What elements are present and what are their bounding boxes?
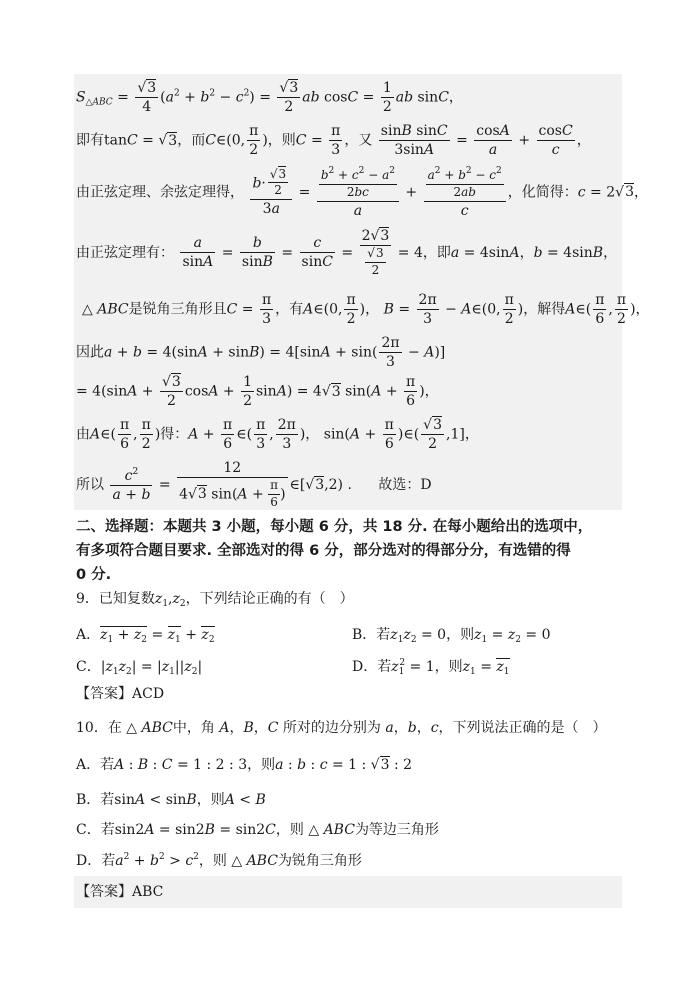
q10-stem-c: 所对的边分别为 [278, 720, 386, 736]
option-end: 为等边三角形 [354, 822, 439, 838]
text-prefix: 由 [76, 426, 90, 443]
text-acute: 是锐角三角形且 [128, 301, 227, 318]
q9-option-d: D．若$z_1^2 = 1$，则$z_1 = z_1$ [352, 658, 510, 677]
area-subscript: △ABC [85, 97, 113, 108]
q9-option-c: C．$|z_1z_2| = |z_1||z_2|$ [76, 659, 203, 677]
q10-stem-a: 10．在 △ [76, 720, 142, 736]
solution-line-9: 所以 $\frac{c^2}{a + b}$ = 12 4√3 sin(A + $\frac{\pi}{6}$ ) ∈[√3,2) . 故选：D [76, 460, 432, 509]
option-then: ，则 △ [275, 822, 324, 838]
solution-line-4: 由正弦定理有： $\frac{a}{\sin A}$ = $\frac{b}{\sin B}$ = $\frac{c}{\sin C}$ = $\frac{2√3}{\frac{√3}{2}}$ = 4，即a = 4sinA，b = 4sinB， [76, 228, 618, 277]
option-label: C． [76, 659, 101, 675]
solution-line-5: △ ABC是锐角三角形且C = $\frac{\pi}{3}$ ，有A∈(0, $\frac{\pi}{2}$ )， B = $\frac{2\pi}{3}$ − A∈(0, $\frac{\pi}{2}$ )，解得A∈( $\frac{\pi}{6}$ , $\frac{\pi}{2}$ )， [82, 292, 650, 328]
solution-line-8: 由A∈( $\frac{\pi}{6}$ , $\frac{\pi}{2}$ )得：A + $\frac{\pi}{6}$ ∈( $\frac{\pi}{3}$ , $\frac{2\pi}{3}$ )， sin(A + $\frac{\pi}{6}$ )∈( $\frac{√3}{2}$ ,1]， [76, 417, 479, 453]
option-label: C．若 [76, 822, 115, 838]
solution-line-6: 因此a + b = 4(sinA + sinB) = 4[sinA + sin( $\frac{2\pi}{3}$ − A)] [76, 335, 446, 371]
q10-answer: 【答案】ABC [76, 884, 164, 900]
text-then: ，则 [267, 132, 296, 149]
q10-option-d: D．若$a^2 + b^2 > c^2$，则 △ ABC为锐角三角形 [76, 852, 362, 869]
option-label: A． [76, 627, 101, 643]
option-then: ，则 [446, 627, 475, 643]
answer-text: 故选：D [378, 476, 432, 493]
text-prefix: 由正弦定理、余弦定理得， [76, 184, 244, 201]
q10-stem-d: ，下列说法正确的是（ ） [438, 720, 607, 736]
section-heading-line-2: 有多项符合题目要求. 全部选对的得 6 分，部分选对的得部分分，有选错的得 [76, 543, 571, 559]
solution-line-3: 由正弦定理、余弦定理得， b· $\frac{√3}{2}$ 3a = $\frac{\frac{b^2 + c^2 - a^2}{2bc}}{a}$ + $\frac{\frac{a^2 + b^2 - c^2}{2ab}}{c}$ ，化简得：c = 2√3， [76, 166, 648, 219]
option-then: ，则 [247, 757, 276, 773]
option-label: A．若 [76, 757, 115, 773]
q10-option-c: C．若sin2A = sin2B = sin2C，则 △ ABC为等边三角形 [76, 822, 439, 838]
solution-line-2: 即有tanC = √3，而C∈(0, $\frac{\pi}{2}$ )，则C = $\frac{\pi}{3}$ ，又 $\frac{\text{sinB sinC}}{3\sin A}$ = $\frac{\cos A}{a}$ + $\frac{\cos C}{c}$ ， [76, 123, 591, 159]
text-prefix: 由正弦定理有： [76, 244, 174, 261]
solution-line-7: = 4(sinA + $\frac{√3}{2}$ cosA + $\frac{1}{2}$ sinA) = 4√3 sin(A + $\frac{\pi}{6}$ )， [76, 374, 439, 410]
option-then: ，则 [196, 792, 225, 808]
triangle-symbol: △ [82, 301, 98, 318]
text-prefix: 所以 [76, 476, 104, 493]
q10-option-b: B．若sinA < sinB，则A < B [76, 792, 266, 808]
text-prefix: 因此 [76, 344, 104, 361]
q9-stem-suffix: ，下列结论正确的有（ ） [185, 591, 354, 607]
q9-stem-prefix: 9．已知复数 [76, 591, 155, 607]
text-you: ，又 [344, 132, 373, 149]
section-heading-line-3: 0 分. [76, 567, 112, 583]
option-label: D．若 [76, 853, 116, 869]
q9-option-b: B．若$z_1z_2 = 0$，则$z_1 = z_2 = 0$ [352, 627, 551, 645]
q9-answer: 【答案】ACD [76, 686, 165, 702]
text-have: ，有 [275, 301, 304, 318]
text-simplify: ，化简得： [507, 184, 578, 201]
text-get: 得： [160, 426, 189, 443]
q10-stem-b: 中，角 [172, 720, 220, 736]
text-then: ，即 [422, 244, 451, 261]
option-then: ，则 △ [198, 853, 247, 869]
option-label: B．若 [76, 792, 115, 808]
q9-option-a: A．$z_1 + z_2 = z_1 + z_2$ [76, 627, 215, 645]
q10-option-a: A．若A : B : C = 1 : 2 : 3，则a : b : c = 1 : √3 : 2 [76, 757, 413, 773]
text-prefix: 即有 [76, 132, 104, 149]
section-heading-line-1: 二、选择题：本题共 3 小题，每小题 6 分，共 18 分. 在每小题给出的选项中， [76, 519, 593, 535]
q10-stem: 10．在 △ ABC中，角 A，B，C 所对的边分别为 a，b，c，下列说法正确的是（ ） [76, 720, 607, 736]
option-label: D．若 [352, 659, 392, 675]
solution-line-1: $S_{\triangle ABC}$ = $\frac{√3}{4}$ $(a^2 + b^2 - c^2)$ = $\frac{√3}{2}$ ab cosC = $\frac{1}{2}$ ab sinC， [76, 80, 463, 116]
option-label: B．若 [352, 627, 391, 643]
q9-stem: 9．已知复数$z_1,z_2$，下列结论正确的有（ ） [76, 591, 354, 609]
option-end: 为锐角三角形 [277, 853, 362, 869]
option-then: ，则 [434, 659, 463, 675]
text-solve: ，解得 [523, 301, 566, 318]
